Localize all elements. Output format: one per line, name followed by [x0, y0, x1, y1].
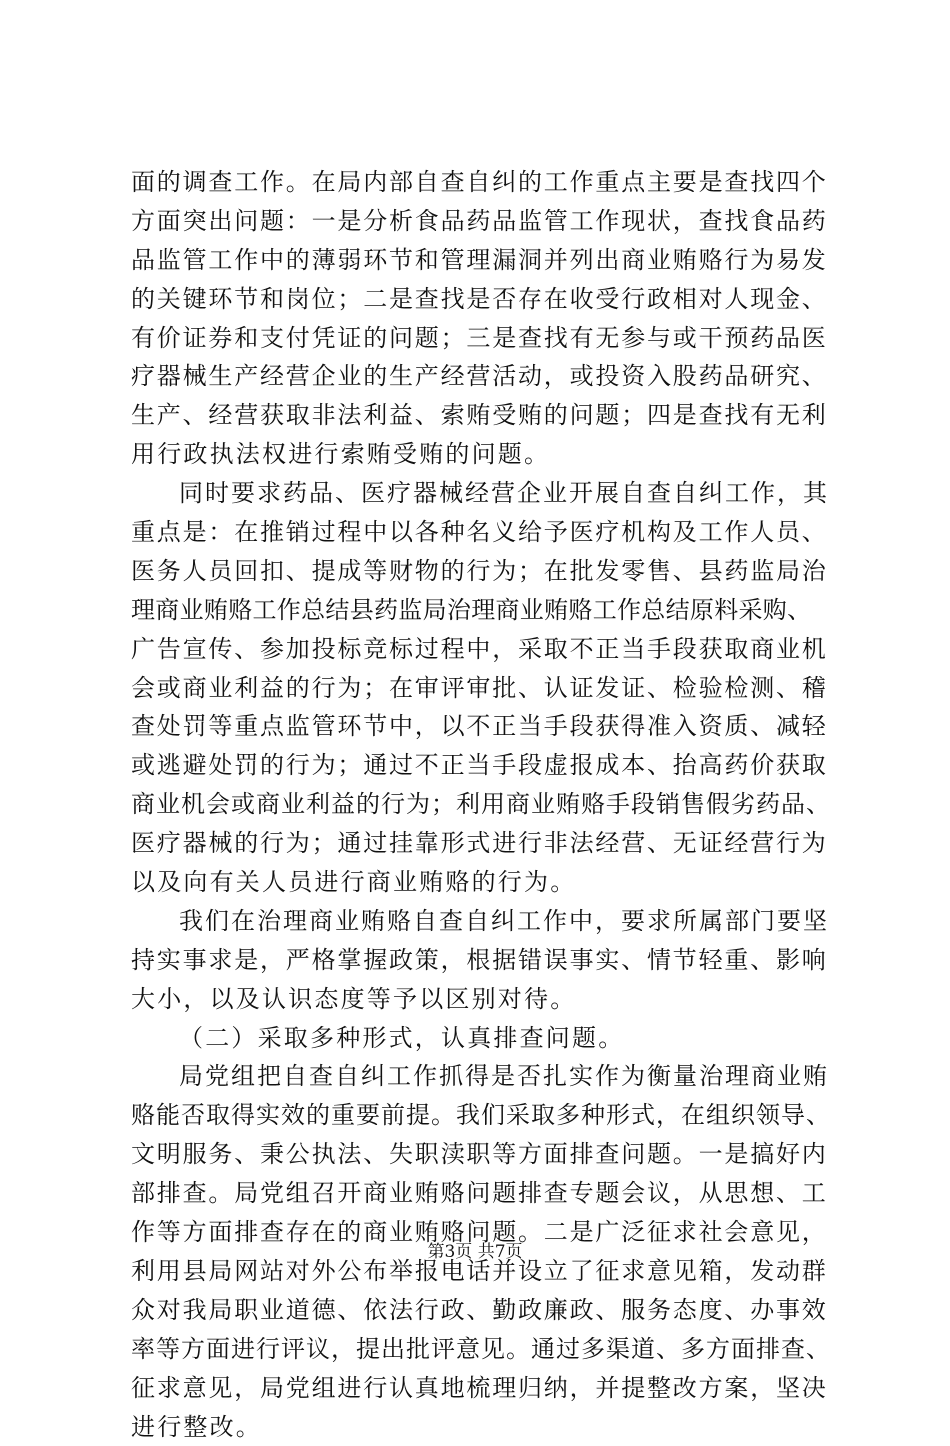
text-line: 部排查。局党组召开商业贿赂问题排查专题会议，从思想、工 [131, 1174, 831, 1213]
paragraph-start-line: 我们在治理商业贿赂自查自纠工作中，要求所属部门要坚 [131, 902, 831, 941]
text-line: 利用县局网站对外公布举报电话并设立了征求意见箱，发动群 [131, 1252, 831, 1291]
text-line: 征求意见，局党组进行认真地梳理归纳，并提整改方案，坚决 [131, 1369, 831, 1408]
text-line: 众对我局职业道德、依法行政、勤政廉政、服务态度、办事效 [131, 1291, 831, 1330]
text-line: 进行整改。 [131, 1408, 831, 1446]
text-line: 赂能否取得实效的重要前提。我们采取多种形式，在组织领导、 [131, 1096, 831, 1135]
text-line: 或逃避处罚的行为；通过不正当手段虚报成本、抬高药价获取 [131, 746, 831, 785]
text-line: 持实事求是，严格掌握政策，根据错误事实、情节轻重、影响 [131, 941, 831, 980]
text-line: 的关键环节和岗位；二是查找是否存在收受行政相对人现金、 [131, 280, 831, 319]
text-line: 率等方面进行评议，提出批评意见。通过多渠道、多方面排查、 [131, 1330, 831, 1369]
text-line: 查处罚等重点监管环节中，以不正当手段获得准入资质、减轻 [131, 707, 831, 746]
page-number-footer: 第3页 共7页 [0, 1242, 950, 1262]
text-line: 医务人员回扣、提成等财物的行为；在批发零售、县药监局治 [131, 552, 831, 591]
text-line: 理商业贿赂工作总结县药监局治理商业贿赂工作总结原料采购、 [131, 591, 831, 630]
text-line: 方面突出问题：一是分析食品药品监管工作现状，查找食品药 [131, 202, 831, 241]
text-line: 广告宣传、参加投标竞标过程中，采取不正当手段获取商业机 [131, 630, 831, 669]
text-line: 品监管工作中的薄弱环节和管理漏洞并列出商业贿赂行为易发 [131, 241, 831, 280]
text-line: 疗器械生产经营企业的生产经营活动，或投资入股药品研究、 [131, 357, 831, 396]
text-line: 有价证券和支付凭证的问题；三是查找有无参与或干预药品医 [131, 319, 831, 358]
text-line: 面的调查工作。在局内部自查自纠的工作重点主要是查找四个 [131, 163, 831, 202]
text-line: 商业机会或商业利益的行为；利用商业贿赂手段销售假劣药品、 [131, 785, 831, 824]
text-line: 生产、经营获取非法利益、索贿受贿的问题；四是查找有无利 [131, 396, 831, 435]
text-line: 文明服务、秉公执法、失职渎职等方面排查问题。一是搞好内 [131, 1135, 831, 1174]
text-line: 用行政执法权进行索贿受贿的问题。 [131, 435, 831, 474]
paragraph-start-line: 同时要求药品、医疗器械经营企业开展自查自纠工作，其 [131, 474, 831, 513]
section-heading: （二）采取多种形式，认真排查问题。 [131, 1019, 831, 1058]
text-line: 重点是：在推销过程中以各种名义给予医疗机构及工作人员、 [131, 513, 831, 552]
text-line: 以及向有关人员进行商业贿赂的行为。 [131, 863, 831, 902]
text-line: 医疗器械的行为；通过挂靠形式进行非法经营、无证经营行为 [131, 824, 831, 863]
paragraph-start-line: 局党组把自查自纠工作抓得是否扎实作为衡量治理商业贿 [131, 1057, 831, 1096]
text-line: 大小，以及认识态度等予以区别对待。 [131, 980, 831, 1019]
text-line: 会或商业利益的行为；在审评审批、认证发证、检验检测、稽 [131, 669, 831, 708]
text-line: 作等方面排查存在的商业贿赂问题。二是广泛征求社会意见， [131, 1213, 831, 1252]
